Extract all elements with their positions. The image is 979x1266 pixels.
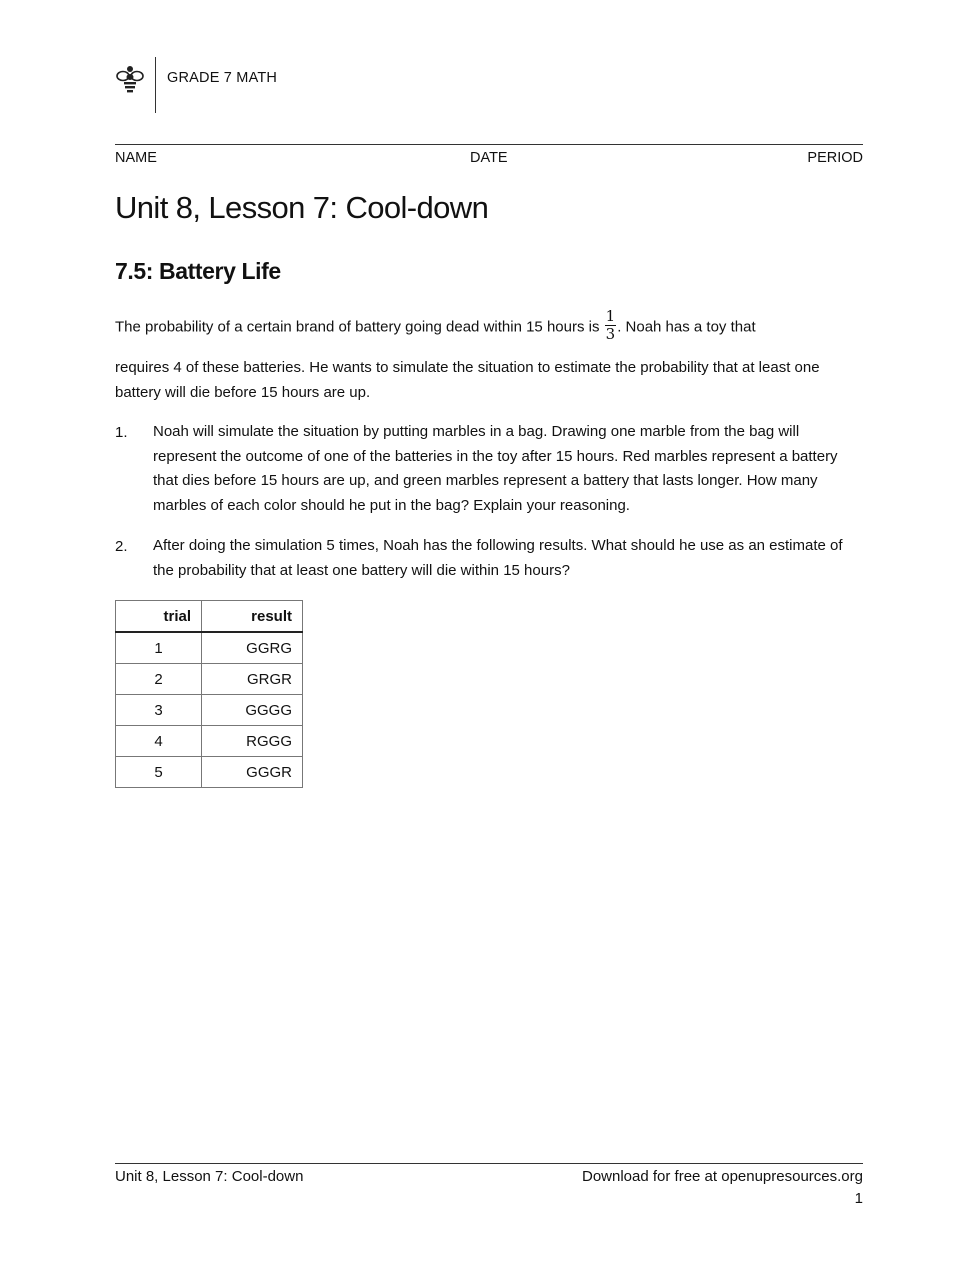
column-header-result: result	[202, 601, 303, 633]
date-label: DATE	[470, 150, 508, 166]
grade-label: GRADE 7 MATH	[167, 70, 278, 86]
trial-cell: 3	[116, 695, 202, 726]
fraction-numerator: 1	[605, 307, 616, 325]
results-table	[115, 600, 303, 788]
result-cell: GGRG	[202, 632, 303, 664]
page-title: Unit 8, Lesson 7: Cool-down	[115, 190, 489, 225]
trial-cell: 5	[116, 757, 202, 788]
table-row	[116, 726, 303, 757]
question-1-number: 1.	[115, 424, 128, 441]
trial-cell: 4	[116, 726, 202, 757]
intro-line	[115, 307, 863, 345]
result-cell: GRGR	[202, 664, 303, 695]
table-row	[116, 757, 303, 788]
bee-logo-icon	[115, 60, 145, 100]
column-header-trial: trial	[116, 601, 202, 633]
question-2-number: 2.	[115, 538, 128, 555]
intro-after-fraction: . Noah has a toy that	[617, 318, 756, 336]
period-label: PERIOD	[807, 150, 863, 166]
section-title: 7.5: Battery Life	[115, 258, 281, 284]
result-cell: GGGR	[202, 757, 303, 788]
page-number: 1	[854, 1190, 863, 1207]
table-row	[116, 632, 303, 664]
intro-before-fraction: The probability of a certain brand of battery going dead within 15 hours is	[115, 318, 604, 336]
header-rule	[115, 144, 863, 145]
footer-rule	[115, 1163, 863, 1164]
trial-cell: 2	[116, 664, 202, 695]
question-2-text: After doing the simulation 5 times, Noah has the following results. What should he use as an estimate of the probability that at least one battery will die within 15 hours?	[153, 537, 843, 579]
table-header-row	[116, 601, 303, 633]
header-divider	[155, 57, 156, 113]
fraction-denominator: 3	[605, 325, 616, 343]
result-cell: RGGG	[202, 726, 303, 757]
table-row	[116, 664, 303, 695]
intro-continuation: requires 4 of these batteries. He wants to simulate the situation to estimate the probability that at least one battery will die before 15 hours are up.	[115, 359, 820, 401]
trial-cell: 1	[116, 632, 202, 664]
question-1-text: Noah will simulate the situation by putting marbles in a bag. Drawing one marble from the bag will represent the outcome of one of the batteries in the toy after 15 hours. Red marbles represent a battery that dies before 15 hours are up, and green marbles represent a battery that lasts longer. How many marbles of each color should he put in the bag? Explain your reasoning.	[153, 423, 838, 514]
table-row	[116, 695, 303, 726]
footer-download-link[interactable]: Download for free at openupresources.org	[581, 1168, 863, 1185]
result-cell: GGGG	[202, 695, 303, 726]
name-label: NAME	[115, 150, 157, 166]
probability-fraction	[605, 308, 617, 343]
footer-lesson-title: Unit 8, Lesson 7: Cool-down	[115, 1168, 304, 1185]
